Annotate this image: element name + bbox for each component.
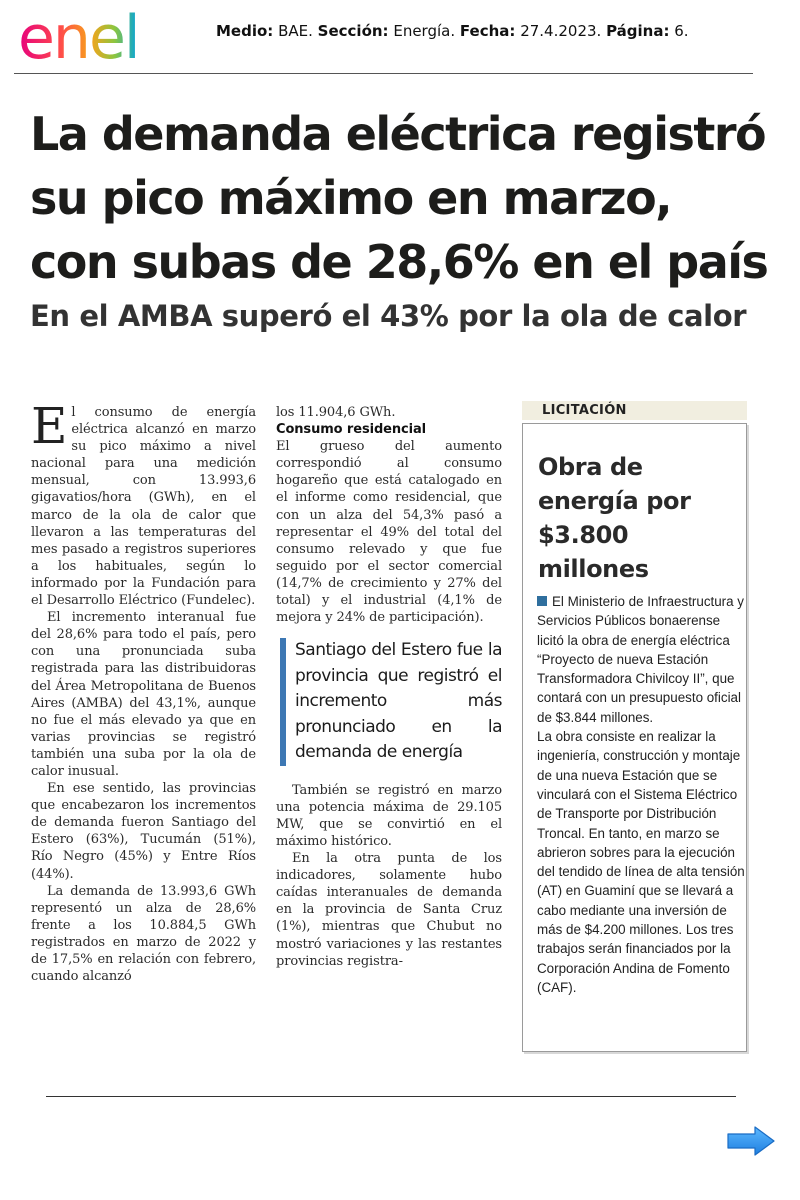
sidebar-label: LICITACIÓN — [522, 401, 747, 420]
pagina-value: 6. — [674, 22, 689, 40]
sidebar-paragraph-text: El Ministerio de Infraestructura y Servicios Públicos bonaerense licitó la obra de energía eléctrica “Proyecto de nueva Estación Transformadora Chivilcoy II”, que contará con un presupuesto oficial de $3.844 millones. — [537, 594, 745, 725]
article-column-2 — [276, 404, 502, 970]
paragraph: En ese sentido, las provincias que encabezaron los incrementos de demanda fueron Santiago del Estero (63%), Tucumán (51%), Río Negro (45%) y Entre Ríos (44%). — [31, 781, 256, 882]
header-divider — [14, 73, 753, 74]
sidebar-paragraph: La obra consiste en realizar la ingeniería, construcción y montaje de una nueva Estación que se vinculará con el Sistema Eléctrico de Transporte por Distribución Troncal. En tanto, en marzo se abrieron sobres para la ejecución del tendido de línea de alta tensión (AT) en Guaminí que se llevará a cabo mediante una inversión de más de $4.200 millones. Los tres trabajos serán financiados por la Corporación Andina de Fomento (CAF). — [537, 729, 745, 995]
paragraph: los 11.904,6 GWh. — [276, 405, 396, 420]
paragraph: La demanda de 13.993,6 GWh representó un alza de 28,6% frente a los 10.884,5 GWh registrados en marzo de 2022 y de 17,5% en relación con febrero, cuando alcanzó — [31, 883, 256, 985]
medio-label: Medio: — [216, 22, 274, 40]
pagina-label: Página: — [606, 22, 670, 40]
square-bullet-icon — [537, 596, 547, 606]
paragraph: En la otra punta de los indicadores, solamente hubo caídas interanuales de demanda en la provincia de Santa Cruz (1%), mientras que Chubut no mostró variaciones y las restantes provincias registra- — [276, 851, 502, 969]
logo-text: enel — [18, 6, 139, 66]
drop-cap: E — [31, 397, 68, 455]
paragraph: También se registró en marzo una potencia máxima de 29.105 MW, que se convirtió en el máximo histórico. — [276, 782, 502, 849]
masthead — [216, 22, 689, 40]
article-headline: La demanda eléctrica registró su pico máximo en marzo, con subas de 28,6% en el país — [30, 107, 768, 289]
pull-quote: Santiago del Estero fue la provincia que registró el incremento más pronunciado en la demanda de energía — [280, 638, 502, 766]
paragraph: El grueso del aumento correspondió al consumo hogareño que está catalogado en el informe como residencial, que con un alza del 54,3% pasó a representar el 49% del total del consumo relevado y que fue seguido por el sector comercial (14,7% de crecimiento y 27% del total) y el industrial (4,1% de mejora y 24% de participación). — [276, 439, 502, 626]
right-arrow-icon[interactable] — [725, 1124, 777, 1158]
fecha-label: Fecha: — [459, 22, 516, 40]
article-subhead: En el AMBA superó el 43% por la ola de calor — [30, 299, 747, 333]
paragraph — [31, 397, 256, 609]
enel-logo — [18, 6, 183, 66]
paragraph: El incremento interanual fue del 28,6% para todo el país, pero con una pronunciada suba registrada para las distribuidoras del Área Metropolitana de Buenos Aires (AMBA) del 43,1%, aunque no fue el más elevado ya que en varias provincias se registró también una suba por la ola de calor inusual. — [31, 610, 256, 779]
section-subtitle: Consumo residencial — [276, 422, 427, 438]
seccion-value: Energía. — [393, 22, 456, 40]
paragraph-text: l consumo de energía eléctrica alcanzó en marzo su pico máximo a nivel nacional para una medición mensual, con 13.993,6 gigavatios/hora (GWh), en el marco de la ola de calor que llevaron a las temperaturas del mes pasado a registros superiores a los habituales, según lo informado por la Fundación para el Desarrollo Eléctrico (Fundelec). — [31, 405, 256, 609]
footer-divider — [46, 1096, 736, 1097]
medio-value: BAE. — [278, 22, 313, 40]
article-column-1 — [31, 397, 256, 985]
fecha-value: 27.4.2023. — [520, 22, 602, 40]
sidebar-title: Obra de energía por $3.800 millones — [538, 453, 691, 583]
sidebar-body — [537, 592, 745, 997]
sidebar-paragraph — [537, 592, 745, 727]
seccion-label: Sección: — [317, 22, 389, 40]
